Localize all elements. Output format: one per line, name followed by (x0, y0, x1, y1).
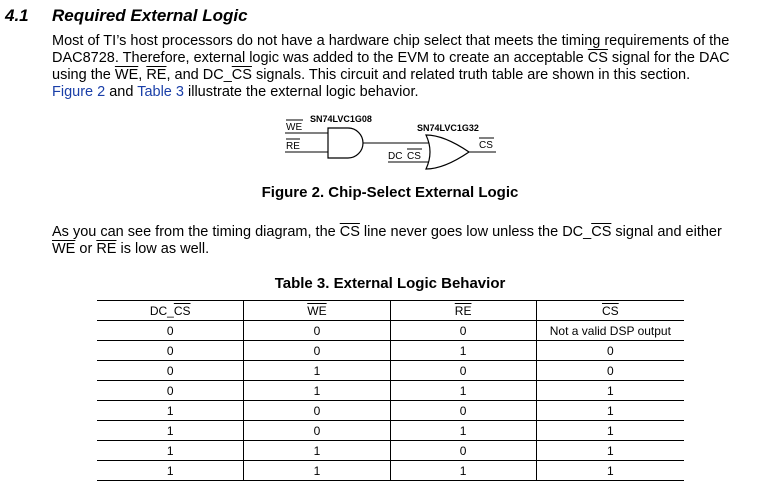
table-row (97, 361, 684, 381)
cell-re: 0 (390, 401, 536, 421)
table-row (97, 381, 684, 401)
cell-dc-cs: 0 (97, 381, 244, 401)
and-gate-symbol (328, 128, 363, 158)
cell-we: 1 (244, 441, 390, 461)
input-we-label: WE (286, 122, 303, 133)
table-caption: Table 3. External Logic Behavior (274, 275, 506, 292)
and-gate-label: SN74LVC1G08 (310, 114, 372, 124)
input-re-label: RE (286, 141, 300, 152)
section-number: 4.1 (5, 6, 29, 25)
cell-re: 0 (390, 321, 536, 341)
or-gate-label: SN74LVC1G32 (417, 123, 479, 133)
cell-dc-cs: 0 (97, 321, 244, 341)
table-row (97, 441, 684, 461)
header-re: $\overline{RE}$ (390, 301, 536, 321)
figure-caption: Figure 2. Chip-Select External Logic (261, 184, 519, 201)
cell-re: 1 (390, 421, 536, 441)
input-dc-label: DC (388, 151, 403, 162)
table-row (97, 401, 684, 421)
cell-cs: 0 (536, 361, 684, 381)
cell-dc-cs: 1 (97, 461, 244, 481)
header-dc-cs: $DC\_\overline{CS}$ (97, 301, 244, 321)
table-row (97, 341, 684, 361)
cell-we: 1 (244, 461, 390, 481)
cell-re: 1 (390, 341, 536, 361)
cell-re: 0 (390, 441, 536, 461)
cell-dc-cs: 1 (97, 421, 244, 441)
table-header-row (97, 301, 684, 321)
paragraph2-line-2: $\overline{WE}$ or $\overline{RE}$ is low as well. (52, 241, 210, 257)
or-gate-symbol (426, 135, 469, 169)
cell-re: 1 (390, 381, 536, 401)
cell-dc-cs: 0 (97, 341, 244, 361)
cell-re: 1 (390, 461, 536, 481)
cell-cs: 1 (536, 421, 684, 441)
cell-we: 1 (244, 361, 390, 381)
cell-we: 0 (244, 341, 390, 361)
table-row (97, 421, 684, 441)
cell-dc-cs: 1 (97, 401, 244, 421)
header-cs: $\overline{CS}$ (536, 301, 684, 321)
cell-re: 0 (390, 361, 536, 381)
cell-cs: 1 (536, 401, 684, 421)
section-title: Required External Logic (52, 6, 248, 25)
cell-we: 0 (244, 321, 390, 341)
paragraph2-line-1: As you can see from the timing diagram, the $\overline{CS}$ line never goes low unless the $DC\_\overline{CS}$ signal and either (52, 224, 722, 240)
paragraph-line-3: using the $\overline{WE}$, $\overline{RE}$, and $DC\_\overline{CS}$ signals. This circuit and related truth table are shown in this section. (52, 67, 691, 83)
chip-select-logic-diagram (276, 112, 506, 182)
cell-cs: 1 (536, 441, 684, 461)
cell-cs: Not a valid DSP output (536, 321, 684, 341)
input-dc-cs-label: CS (407, 151, 421, 162)
cell-dc-cs: 0 (97, 361, 244, 381)
paragraph-line-4: Figure 2 and Table 3 illustrate the external logic behavior. (52, 84, 419, 100)
paragraph-line-1: Most of TI’s host processors do not have a hardware chip select that meets the timing requirements of the (52, 33, 730, 49)
logic-truth-table (97, 300, 684, 481)
cell-we: 0 (244, 401, 390, 421)
output-cs-label: CS (479, 140, 493, 151)
header-we: $\overline{WE}$ (244, 301, 390, 321)
figure-2-link[interactable]: Figure 2 (52, 84, 106, 100)
cell-cs: 1 (536, 381, 684, 401)
paragraph-line-2: DAC8728. Therefore, external logic was added to the EVM to create an acceptable $\overline{CS}$ signal for the DAC (52, 50, 730, 66)
cell-we: 1 (244, 381, 390, 401)
cell-cs: 0 (536, 341, 684, 361)
cell-cs: 1 (536, 461, 684, 481)
table-3-link[interactable]: Table 3 (137, 84, 184, 100)
cs-signal-text: $\overline{CS}$ (587, 50, 608, 66)
cell-dc-cs: 1 (97, 441, 244, 461)
table-row (97, 461, 684, 481)
cell-we: 0 (244, 421, 390, 441)
table-row (97, 321, 684, 341)
